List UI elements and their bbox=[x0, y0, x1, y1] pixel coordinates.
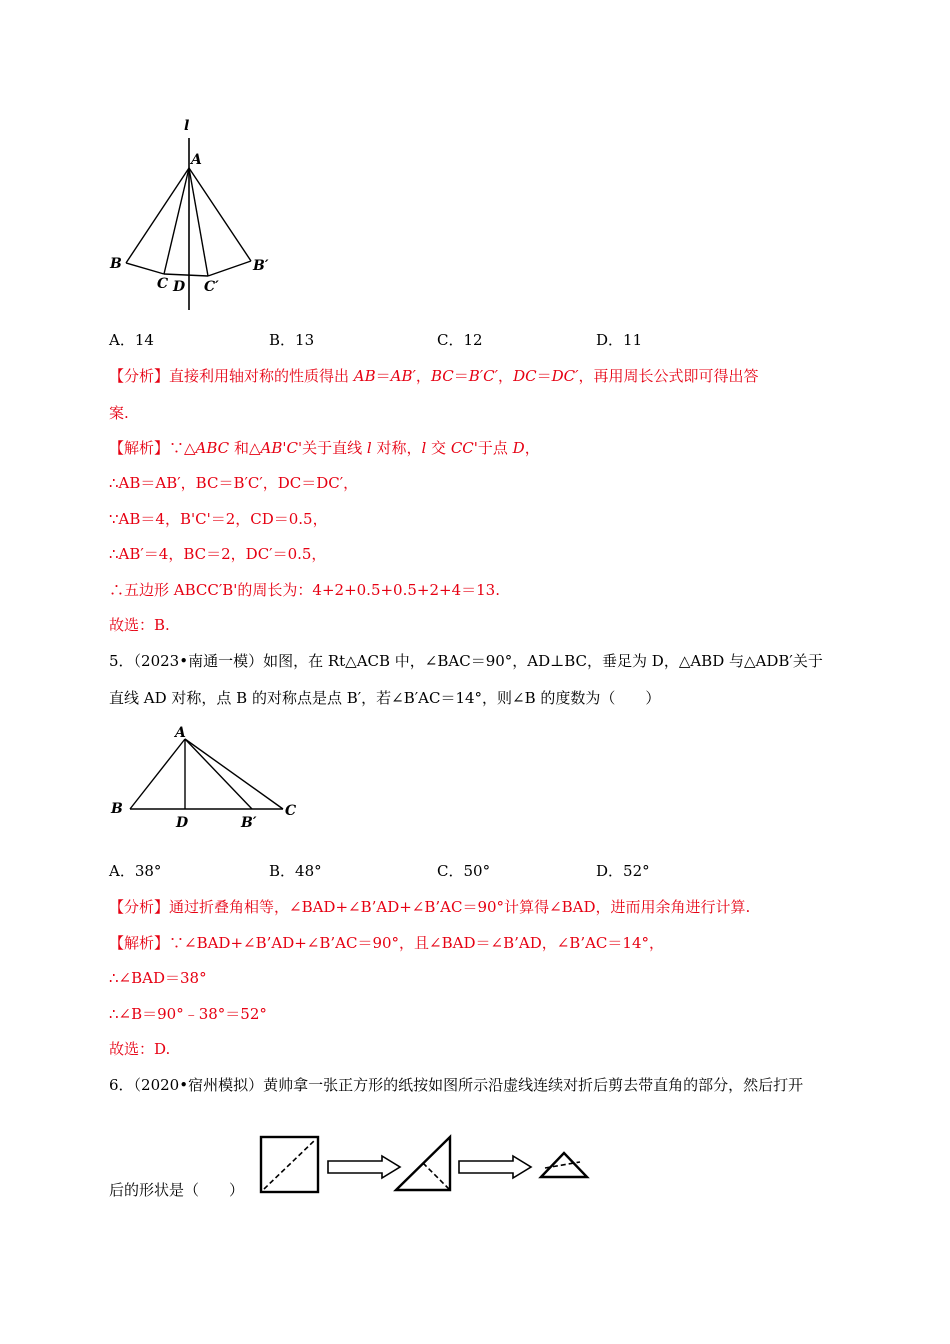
q5-analysis: 【分析】通过折叠角相等，∠BAD+∠B’AD+∠B’AC＝90°计算得∠BAD，进而用余角进行计算. bbox=[109, 898, 751, 916]
q4-analysis-line1: 【分析】直接利用轴对称的性质得出 AB＝AB′，BC＝B′C′，DC＝DC′，再用周长公式即可得出答 bbox=[109, 367, 759, 385]
arrow-right-icon-2 bbox=[459, 1156, 531, 1178]
q4-option-c[interactable]: C．12 bbox=[437, 331, 483, 349]
square-fold-dashed bbox=[264, 1140, 315, 1189]
q5-stem-line2: 直线 AD 对称，点 B 的对称点是点 B′，若∠B′AC＝14°，则∠B 的度数为（ ） bbox=[109, 689, 661, 707]
arrow-right-icon bbox=[328, 1156, 400, 1178]
segment-AB2 bbox=[185, 739, 252, 809]
q5-solution-line4: 故选：D. bbox=[109, 1040, 171, 1058]
q4-analysis-line2: 案. bbox=[109, 404, 129, 422]
label-B: B bbox=[111, 801, 123, 817]
q5-solution-line1: 【解析】∵∠BAD+∠B’AD+∠B’AC＝90°，且∠BAD＝∠B’AD，∠B’AC＝14°， bbox=[109, 934, 664, 952]
q4-option-a[interactable]: A．14 bbox=[109, 331, 154, 349]
label-l: l bbox=[184, 118, 190, 134]
figure-paper-folding bbox=[255, 1130, 600, 1200]
segment-AC2 bbox=[189, 168, 208, 276]
segment-CC2 bbox=[164, 274, 208, 276]
label-C: C bbox=[285, 803, 297, 819]
label-C2: C′ bbox=[204, 279, 219, 295]
q5-option-d[interactable]: D．52° bbox=[596, 862, 650, 880]
segment-AB bbox=[130, 739, 185, 809]
q5-stem-line1: 5．（2023•南通一模）如图，在 Rt△ACB 中，∠BAC＝90°，AD⊥BC，垂足为 D，△ABD 与△ADB′关于 bbox=[109, 652, 823, 670]
segment-AB2 bbox=[189, 168, 251, 261]
q4-option-d[interactable]: D．11 bbox=[596, 331, 643, 349]
segment-AC bbox=[185, 739, 283, 809]
q4-option-b[interactable]: B．13 bbox=[269, 331, 315, 349]
q4-solution-line2: ∴AB＝AB′，BC＝B′C′，DC＝DC′， bbox=[109, 474, 359, 492]
q5-solution-line3: ∴∠B＝90°﹣38°＝52° bbox=[109, 1005, 267, 1023]
segment-BC bbox=[126, 263, 164, 274]
segment-C2B2 bbox=[208, 261, 251, 276]
q5-solution-line2: ∴∠BAD＝38° bbox=[109, 969, 207, 987]
figure-symmetry-pentagon bbox=[100, 110, 290, 315]
q6-stem-line2: 后的形状是（ ） bbox=[109, 1181, 245, 1199]
q4-solution-line3: ∵AB＝4，B'C'＝2，CD＝0.5， bbox=[109, 510, 328, 528]
triangle-fold-dashed bbox=[423, 1163, 450, 1190]
label-B2: B′ bbox=[253, 258, 269, 274]
q5-option-a[interactable]: A．38° bbox=[109, 862, 162, 880]
q4-solution-line6: 故选：B. bbox=[109, 616, 170, 634]
q6-stem-line1: 6．（2020•宿州模拟）黄帅拿一张正方形的纸按如图所示沿虚线连续对折后剪去带直角的部分，然后打开 bbox=[109, 1076, 804, 1094]
q5-option-b[interactable]: B．48° bbox=[269, 862, 322, 880]
label-A: A bbox=[191, 152, 202, 168]
label-B: B bbox=[110, 256, 122, 272]
label-B2: B′ bbox=[241, 815, 257, 831]
q5-option-c[interactable]: C．50° bbox=[437, 862, 491, 880]
label-D: D bbox=[176, 815, 189, 831]
q4-solution-line4: ∴AB′＝4，BC＝2，DC′＝0.5， bbox=[109, 545, 327, 563]
label-A: A bbox=[175, 725, 186, 741]
label-C: C bbox=[157, 276, 169, 292]
label-D: D bbox=[173, 279, 186, 295]
segment-AC bbox=[164, 168, 189, 274]
q4-solution-line1: 【解析】∵△ABC 和△AB'C'关于直线 l 对称，l 交 CC'于点 D， bbox=[109, 439, 540, 457]
q4-solution-line5: ∴五边形 ABCC′B'的周长为：4+2+0.5+0.5+2+4＝13. bbox=[109, 581, 500, 599]
segment-AB bbox=[126, 168, 189, 263]
figure-right-triangle bbox=[105, 720, 305, 835]
